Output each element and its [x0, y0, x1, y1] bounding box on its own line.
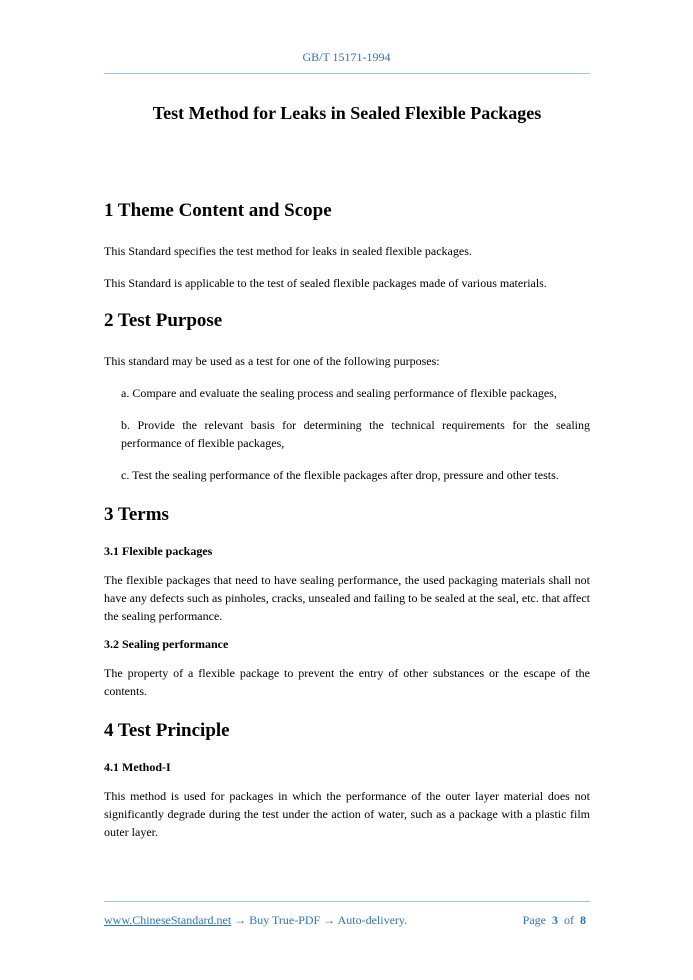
section-1-heading: 1 Theme Content and Scope	[104, 200, 332, 221]
subsection-3-1-text: The flexible packages that need to have sealing performance, the used packaging materials shall not have any defects such as pinholes, cracks, unsealed and failing to be sealed at the seal, etc. that affect the sealing performance.	[104, 573, 590, 623]
page-of: of	[564, 913, 574, 927]
page-total: 8	[580, 913, 586, 927]
section-1-paragraph-1: This Standard specifies the test method for leaks in sealed flexible packages.	[104, 244, 472, 258]
section-2-heading: 2 Test Purpose	[104, 310, 223, 331]
arrow-right-icon: →	[234, 913, 247, 927]
section-1-paragraph-2: This Standard is applicable to the test of sealed flexible packages made of various materials.	[104, 276, 547, 290]
running-header: GB/T 15171-1994	[302, 50, 391, 64]
auto-delivery-text: Auto-delivery.	[337, 913, 408, 927]
website-link[interactable]: www.ChineseStandard.net	[104, 913, 232, 927]
document-title: Test Method for Leaks in Sealed Flexible Packages	[152, 103, 542, 123]
purpose-item-a: a. Compare and evaluate the sealing process and sealing performance of flexible packages,	[121, 386, 557, 400]
page-number	[523, 913, 586, 928]
subsection-3-1-heading: 3.1 Flexible packages	[104, 544, 213, 558]
arrow-right-icon-2: →	[323, 913, 336, 927]
purpose-item-c: c. Test the sealing performance of the flexible packages after drop, pressure and other tests.	[121, 468, 559, 482]
subsection-4-1-text: This method is used for packages in which the performance of the outer layer material does not significantly degrade during the test under the action of water, such as a package with a plastic film outer layer.	[104, 789, 590, 839]
section-3-heading: 3 Terms	[104, 504, 169, 525]
section-4-heading: 4 Test Principle	[104, 720, 230, 741]
page-footer	[104, 913, 590, 928]
subsection-4-1-heading: 4.1 Method-I	[104, 760, 171, 774]
purpose-item-b: b. Provide the relevant basis for determining the technical requirements for the sealing performance of flexible packages,	[121, 418, 590, 450]
page-body	[104, 100, 590, 841]
page-current: 3	[552, 913, 558, 927]
page-label: Page	[522, 913, 546, 927]
footer-divider	[104, 901, 590, 902]
header-divider	[104, 73, 590, 74]
buy-pdf-text: Buy True-PDF	[249, 913, 321, 927]
subsection-3-2-text: The property of a flexible package to prevent the entry of other substances or the escape of the contents.	[104, 666, 590, 698]
subsection-3-2-heading: 3.2 Sealing performance	[104, 637, 229, 651]
section-2-intro: This standard may be used as a test for one of the following purposes:	[104, 354, 440, 368]
